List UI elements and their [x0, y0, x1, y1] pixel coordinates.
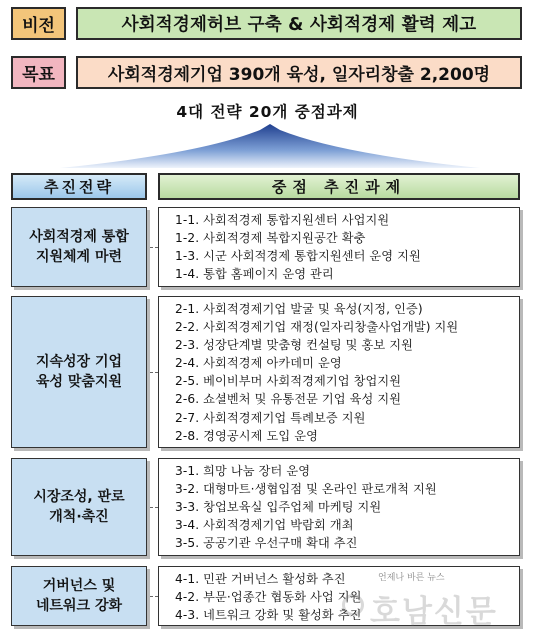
strategy-1-line-1: 사회적경제 통합	[29, 228, 129, 245]
goal-tag: 목표	[11, 56, 66, 89]
header-strategy: 추진전략	[11, 173, 147, 200]
goal-text: 사회적경제기업 390개 육성, 일자리창출 2,200명	[76, 56, 522, 89]
strategy-3-line-1: 시장조성, 판로	[33, 488, 125, 505]
vision-tag: 비전	[11, 7, 66, 40]
task-2-6: 2-6. 쇼셜벤처 및 유통전문 기업 육성 지원	[175, 392, 402, 407]
strategy-1	[11, 207, 147, 287]
strategy-2-line-1: 지속성장 기업	[35, 353, 123, 370]
strategy-4	[11, 566, 147, 626]
task-1-2: 1-2. 사회적경제 복합지원공간 확충	[175, 231, 366, 246]
header-tasks: 중점 추진과제	[158, 173, 520, 200]
connector-2	[150, 372, 158, 373]
task-4-1: 4-1. 민관 거버넌스 활성화 추진	[175, 572, 346, 586]
strategy-3	[11, 458, 147, 556]
strategy-2-line-2: 육성 맞춤지원	[35, 374, 123, 390]
tasks-3	[158, 458, 520, 556]
task-1-1: 1-1. 사회적경제 통합지원센터 사업지원	[175, 213, 390, 227]
vision-text: 사회적경제허브 구축 & 사회적경제 활력 제고	[76, 7, 522, 40]
up-arrow-shape	[60, 120, 480, 170]
tasks-2	[158, 296, 520, 448]
strategy-4-line-1: 거버넌스 및	[42, 577, 116, 594]
task-2-3: 2-3. 성장단계별 맞춤형 컨설팅 및 홍보 지원	[175, 338, 413, 353]
task-4-2: 4-2. 부문·업종간 협동화 사업 지원	[175, 590, 362, 605]
strategy-1-line-2: 지원체계 마련	[35, 249, 122, 265]
task-2-8: 2-8. 경영공시제 도입 운영	[175, 428, 318, 443]
connector-1	[150, 247, 158, 248]
task-3-2: 3-2. 대형마트·생협입점 및 온라인 판로개척 지원	[175, 482, 437, 497]
watermark-name: 호남신문	[370, 594, 498, 630]
task-3-1: 3-1. 희망 나눔 장터 운영	[175, 464, 311, 478]
task-3-5: 3-5. 공공기관 우선구매 확대 추진	[175, 536, 358, 551]
task-2-4: 2-4. 사회적경제 아카데미 운영	[175, 356, 342, 371]
watermark-slogan: 언제나 바른 뉴스	[378, 573, 445, 583]
tasks-1	[158, 207, 520, 287]
task-2-5: 2-5. 베이비부머 사회적경제기업 창업지원	[175, 374, 402, 389]
connector-3	[150, 507, 158, 508]
task-1-4: 1-4. 통합 홈페이지 운영 관리	[175, 267, 334, 282]
watermark-logo-icon	[342, 594, 364, 616]
task-4-3: 4-3. 네트워크 강화 및 활성화 추진	[175, 608, 362, 623]
strategy-title: 4대 전략 20개 중점과제	[176, 103, 359, 121]
task-1-3: 1-3. 시군 사회적경제 통합지원센터 운영 지원	[175, 249, 421, 264]
strategy-4-line-2: 네트워크 강화	[35, 598, 123, 614]
task-2-2: 2-2. 사회적경제기업 재정(일자리창출사업개발) 지원	[175, 320, 459, 335]
strategy-3-line-2: 개척·촉진	[49, 509, 109, 525]
connector-4	[150, 596, 158, 597]
task-3-3: 3-3. 창업보육실 입주업체 마케팅 지원	[175, 500, 382, 515]
task-3-4: 3-4. 사회적경제기업 박람회 개최	[175, 518, 354, 533]
task-2-1: 2-1. 사회적경제기업 발굴 및 육성(지정, 인증)	[175, 302, 423, 316]
strategy-2	[11, 296, 147, 448]
task-2-7: 2-7. 사회적경제기업 특례보증 지원	[175, 410, 366, 425]
